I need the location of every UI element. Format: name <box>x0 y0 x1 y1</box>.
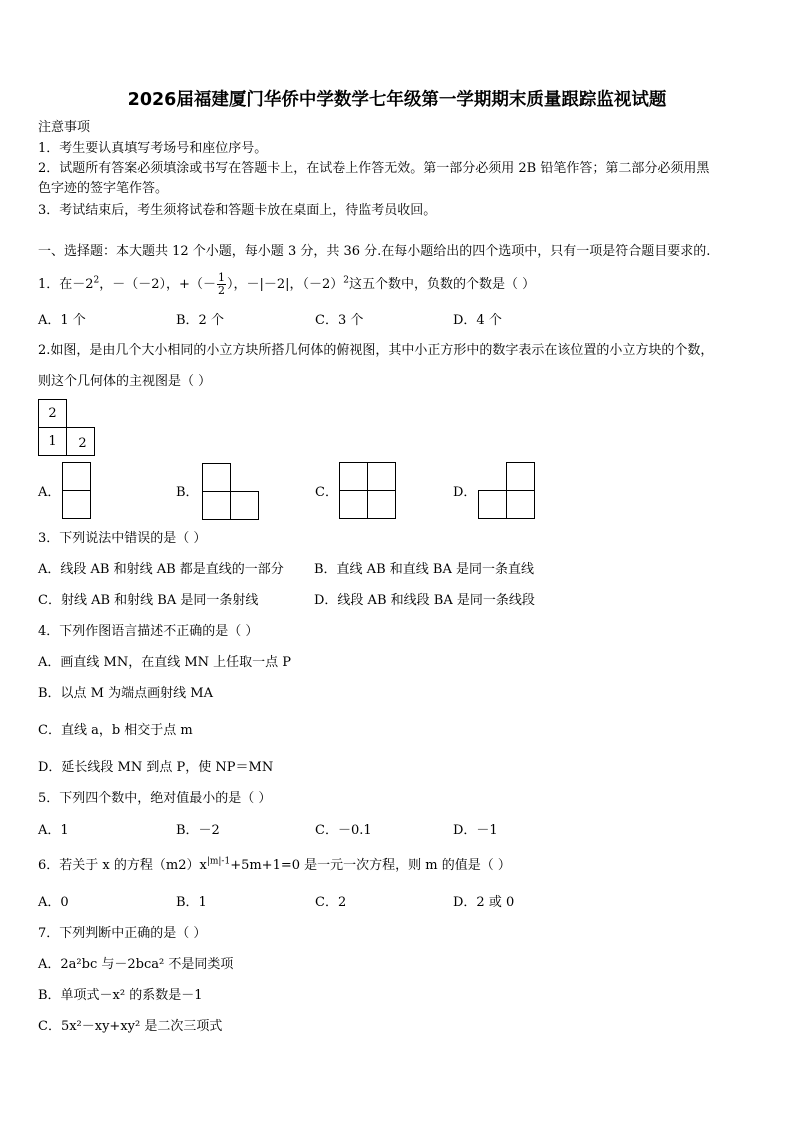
q4-option-a: A．画直线 MN，在直线 MN 上任取一点 P <box>38 655 292 670</box>
q1-text-a: 1．在－2 <box>38 277 94 292</box>
q1-frac-den: 2 <box>217 284 225 297</box>
question-7-stem: 7．下列判断中正确的是（ ） <box>38 926 207 941</box>
q4-option-b: B．以点 M 为端点画射线 MA <box>38 686 213 701</box>
q1-option-c: C．3 个 <box>315 313 364 328</box>
front-view-cell <box>202 491 231 520</box>
q1-text-d: 这五个数中，负数的个数是（ ） <box>349 277 536 292</box>
q7-option-c: C．5x²－xy+xy² 是二次三项式 <box>38 1019 223 1034</box>
q1-option-b: B．2 个 <box>176 313 224 328</box>
question-1-stem <box>38 272 535 297</box>
q3-option-c: C．射线 AB 和射线 BA 是同一条射线 <box>38 593 259 608</box>
question-5-stem: 5．下列四个数中，绝对值最小的是（ ） <box>38 791 272 806</box>
q2-option-c-label: C． <box>315 485 338 500</box>
q1-sup-b: 2 <box>343 275 349 286</box>
notice-heading: 注意事项 <box>38 120 91 135</box>
front-view-cell <box>339 490 368 519</box>
question-2-line1: 2.如图，是由几个大小相同的小立方块所搭几何体的俯视图，其中小正方形中的数字表示在该位置的小立方块的个数， <box>38 343 714 358</box>
front-view-cell <box>506 490 535 519</box>
top-view-number: 2 <box>48 406 57 421</box>
q6-option-d: D．2 或 0 <box>453 895 515 910</box>
q2-option-b-label: B． <box>176 485 199 500</box>
q4-option-c: C．直线 a，b 相交于点 m <box>38 723 193 738</box>
q7-option-b: B．单项式－x² 的系数是－1 <box>38 988 203 1003</box>
q3-option-d: D．线段 AB 和线段 BA 是同一条线段 <box>314 593 535 608</box>
front-view-cell <box>367 462 396 491</box>
q5-option-b: B．－2 <box>176 823 220 838</box>
q1-fraction <box>217 272 226 297</box>
question-6-stem <box>38 857 511 875</box>
q1-text-c: ），－|－2|，（－2） <box>226 277 344 292</box>
q1-option-a: A．1 个 <box>38 313 86 328</box>
q1-text-b: ，－（－2），+（－ <box>99 277 216 292</box>
q5-option-d: D．－1 <box>453 823 498 838</box>
q2-option-a-label: A． <box>38 485 61 500</box>
front-view-cell <box>339 462 368 491</box>
section-heading: 一、选择题：本大题共 12 个小题，每小题 3 分，共 36 分.在每小题给出的四个选项中，只有一项是符合题目要求的. <box>38 244 711 259</box>
q1-frac-num: 1 <box>217 271 225 284</box>
q3-option-b: B．直线 AB 和直线 BA 是同一条直线 <box>314 562 534 577</box>
q3-option-a: A．线段 AB 和射线 AB 都是直线的一部分 <box>38 562 284 577</box>
q5-option-c: C．－0.1 <box>315 823 372 838</box>
top-view-number: 2 <box>78 436 87 451</box>
front-view-cell <box>478 490 507 519</box>
q2-option-d-label: D． <box>453 485 477 500</box>
q7-option-a: A．2a²bc 与－2bca² 不是同类项 <box>38 957 234 972</box>
q4-option-d: D．延长线段 MN 到点 P，使 NP＝MN <box>38 760 274 775</box>
q5-option-a: A．1 <box>38 823 69 838</box>
q6-text-b: +5m+1=0 是一元一次方程，则 m 的值是（ ） <box>230 858 511 873</box>
q6-text-a: 6．若关于 x 的方程（m2）x <box>38 858 207 873</box>
q1-sup-a: 2 <box>93 275 100 286</box>
top-view-number: 1 <box>48 434 57 449</box>
front-view-cell <box>202 463 231 492</box>
front-view-cell <box>367 490 396 519</box>
q1-option-d: D．4 个 <box>453 313 502 328</box>
q6-sup: |m|-1 <box>206 856 231 867</box>
front-view-cell <box>62 462 91 491</box>
question-4-stem: 4．下列作图语言描述不正确的是（ ） <box>38 624 259 639</box>
notice-item-2-cont: 色字迹的签字笔作答。 <box>38 181 169 196</box>
notice-item-2: 2．试题所有答案必须填涂或书写在答题卡上，在试卷上作答无效。第一部分必须用 2B 铅笔作答；第二部分必须用黑 <box>38 161 710 176</box>
q6-option-a: A．0 <box>38 895 69 910</box>
front-view-cell <box>506 462 535 491</box>
question-3-stem: 3．下列说法中错误的是（ ） <box>38 531 207 546</box>
front-view-cell <box>62 490 91 519</box>
q6-option-c: C．2 <box>315 895 347 910</box>
notice-item-1: 1．考生要认真填写考场号和座位序号。 <box>38 141 268 156</box>
exam-title: 2026届福建厦门华侨中学数学七年级第一学期期末质量跟踪监视试题 <box>127 90 667 110</box>
notice-item-3: 3．考试结束后，考生须将试卷和答题卡放在桌面上，待监考员收回。 <box>38 203 437 218</box>
question-2-line2: 则这个几何体的主视图是（ ） <box>38 374 212 389</box>
q6-option-b: B．1 <box>176 895 207 910</box>
front-view-cell <box>230 491 259 520</box>
